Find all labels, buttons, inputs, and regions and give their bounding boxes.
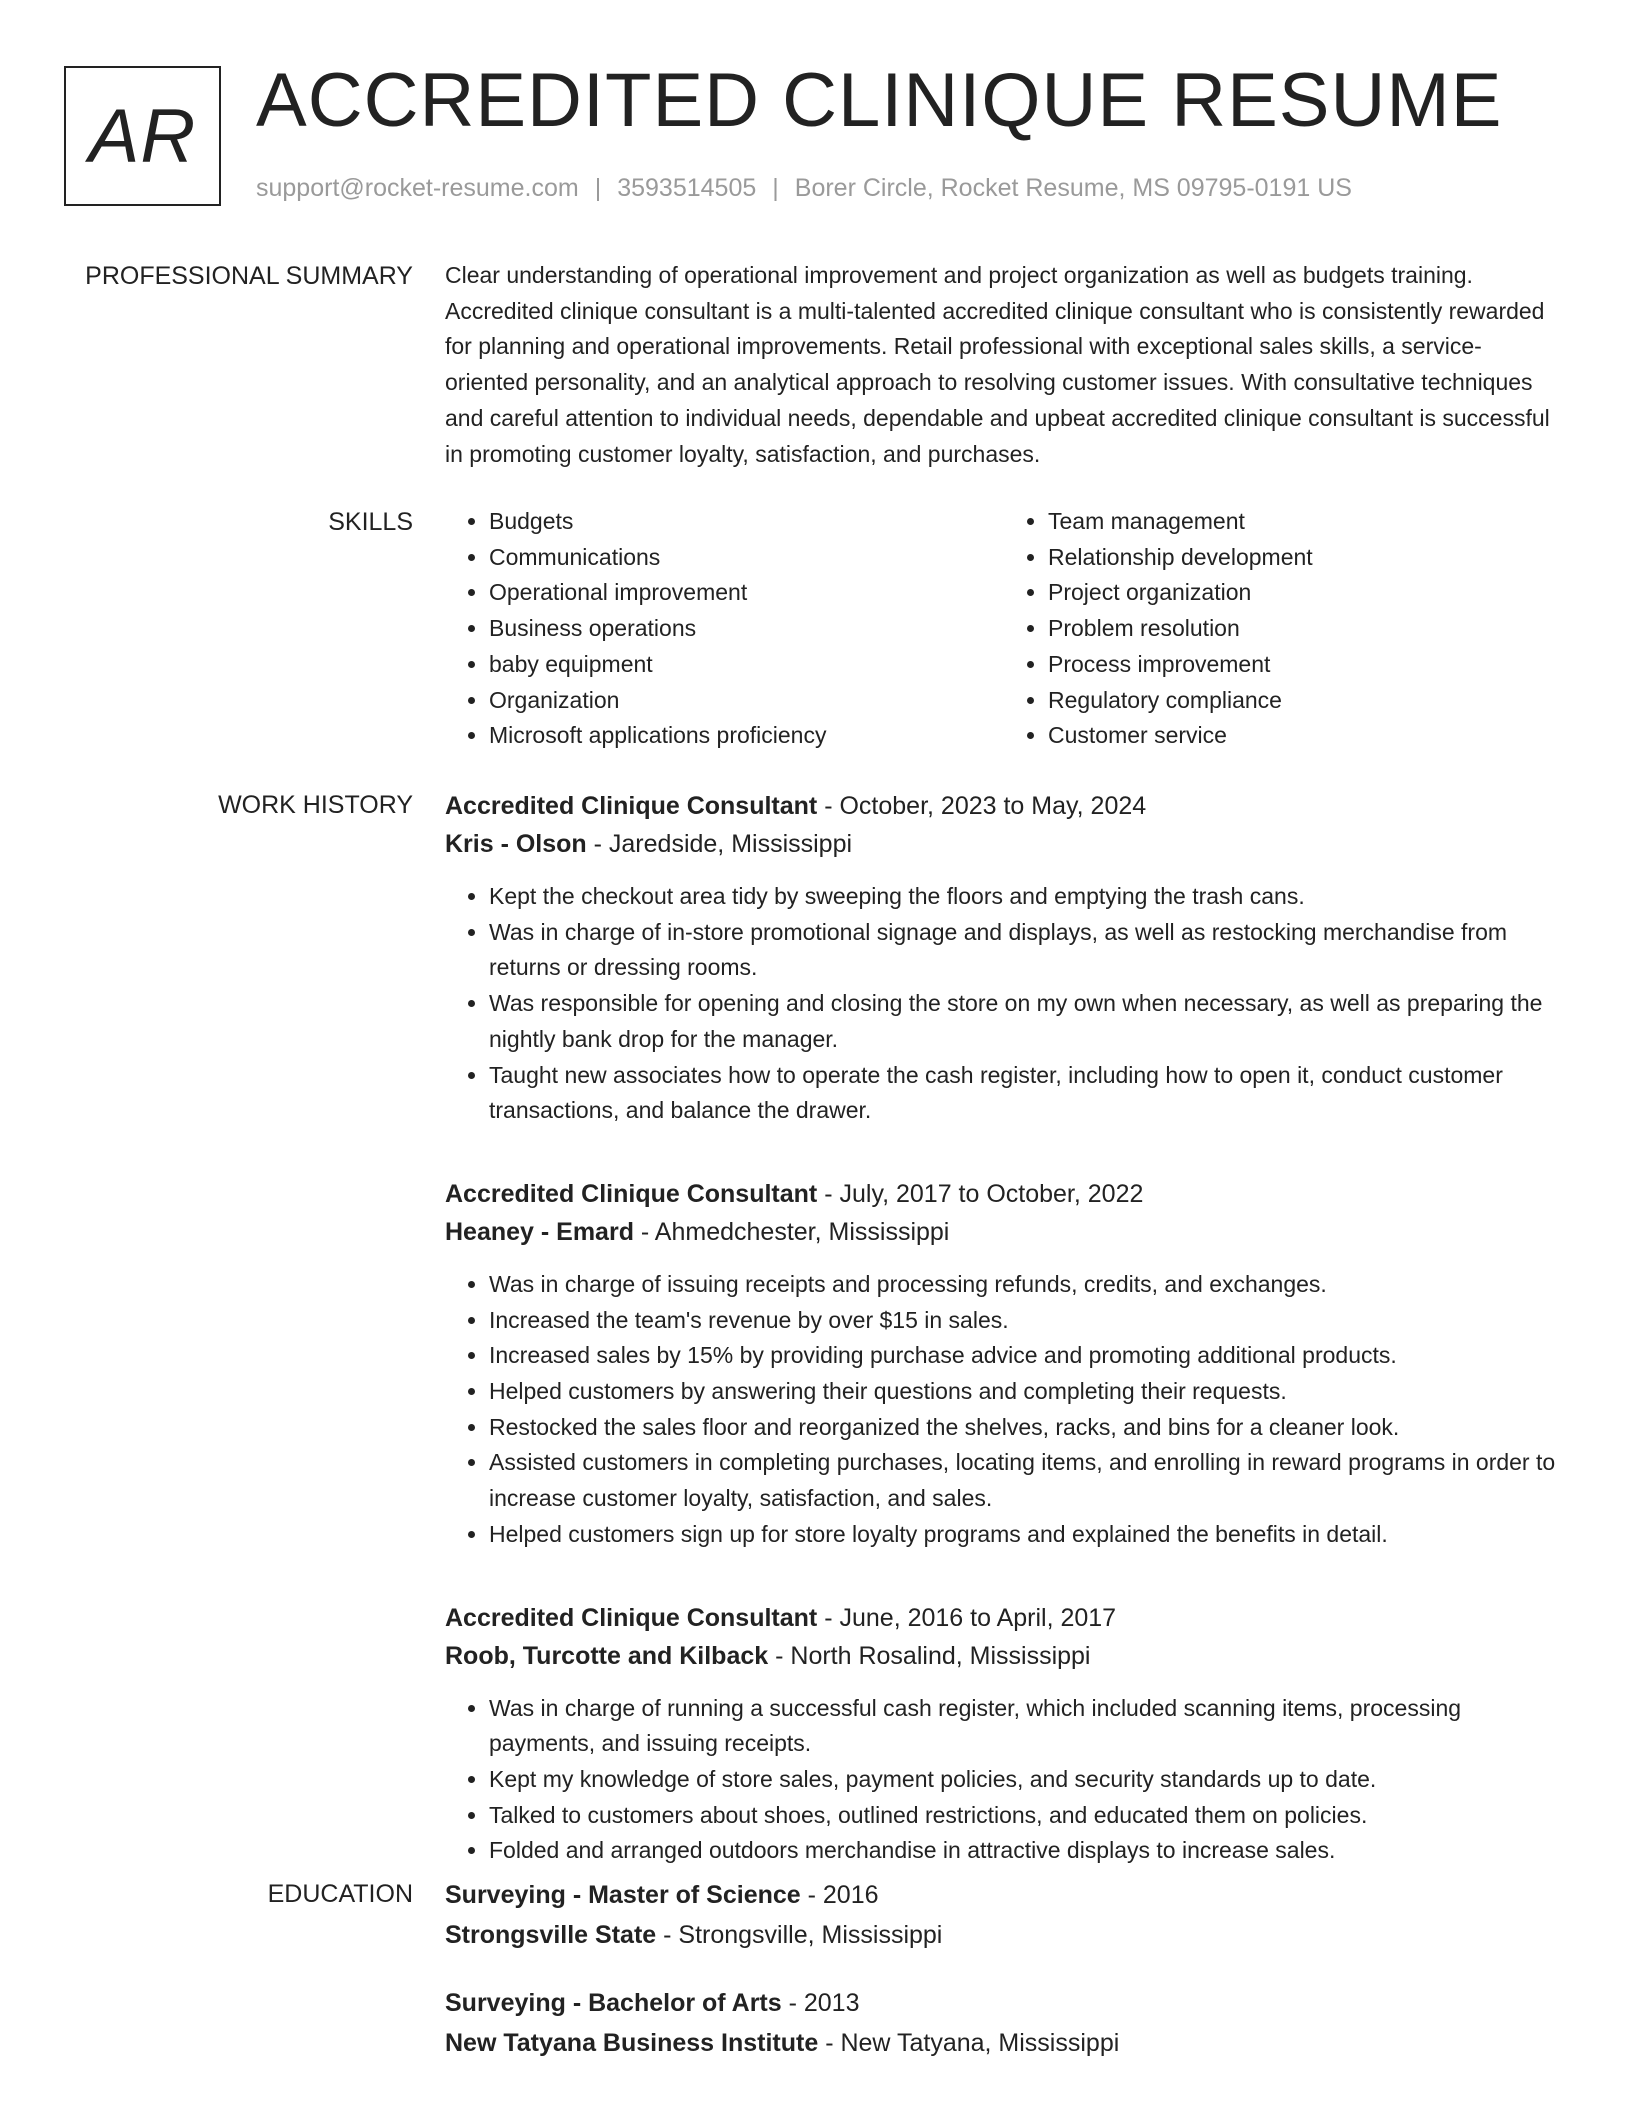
job-bullets	[445, 1691, 1563, 1870]
job-company-line	[445, 825, 1563, 863]
contact-phone: 3593514505	[617, 174, 757, 202]
skill-item: • Project organization	[1048, 575, 1563, 611]
job-title: Accredited Clinique Consultant	[445, 1603, 818, 1632]
job-bullet: • Increased sales by 15% by providing purchase advice and promoting additional products.	[489, 1338, 1563, 1374]
job-company: Roob, Turcotte and Kilback	[445, 1641, 769, 1670]
job-bullet: • Folded and arranged outdoors merchandise in attractive displays to increase sales.	[489, 1833, 1563, 1869]
skill-item: • Problem resolution	[1048, 611, 1563, 647]
job-dates: - July, 2017 to October, 2022	[817, 1179, 1144, 1208]
job-bullet: • Restocked the sales floor and reorganized the shelves, racks, and bins for a cleaner look.	[489, 1410, 1563, 1446]
monogram-initials: AR	[64, 66, 221, 206]
degree-line	[445, 1876, 1563, 1914]
resume-title: ACCREDITED CLINIQUE RESUME	[256, 58, 1503, 143]
school: Strongsville State	[445, 1921, 657, 1949]
degree-year: - 2013	[781, 1989, 860, 2017]
skill-item: • Budgets	[489, 504, 1004, 540]
degree-line	[445, 1984, 1563, 2022]
skill-item: • Communications	[489, 540, 1004, 576]
job-location: - Jaredside, Mississippi	[586, 830, 853, 858]
school-location: - Strongsville, Mississippi	[656, 1921, 943, 1949]
job-bullet: • Assisted customers in completing purchases, locating items, and enrolling in reward programs in order to increase customer loyalty, satisfaction, and sales.	[489, 1445, 1563, 1516]
contact-line	[256, 174, 1352, 203]
job-entry	[445, 787, 1563, 1129]
job-bullet: • Talked to customers about shoes, outlined restrictions, and educated them on policies.	[489, 1798, 1563, 1834]
education-label: EDUCATION	[267, 1880, 413, 1908]
job-location: - North Rosalind, Mississippi	[768, 1641, 1091, 1670]
degree: Surveying - Bachelor of Arts	[445, 1989, 782, 2017]
job-bullet: • Kept the checkout area tidy by sweeping the floors and emptying the trash cans.	[489, 879, 1563, 915]
job-company-line	[445, 1637, 1563, 1675]
job-entry	[445, 1175, 1563, 1553]
job-title: Accredited Clinique Consultant	[445, 1179, 818, 1208]
education-entry	[445, 1984, 1563, 2062]
job-dates: - October, 2023 to May, 2024	[817, 792, 1147, 820]
job-bullet: • Was in charge of running a successful cash register, which included scanning items, processing payments, and issuing receipts.	[489, 1691, 1563, 1762]
skill-item: • Operational improvement	[489, 575, 1004, 611]
job-title-line	[445, 1175, 1563, 1213]
contact-separator: |	[772, 174, 779, 202]
job-bullet: • Kept my knowledge of store sales, payment policies, and security standards up to date.	[489, 1762, 1563, 1798]
job-company: Kris - Olson	[445, 830, 587, 858]
job-bullet: • Taught new associates how to operate the cash register, including how to open it, conduct customer transactions, and balance the drawer.	[489, 1058, 1563, 1129]
skill-item: • Process improvement	[1048, 647, 1563, 683]
job-bullets	[445, 879, 1563, 1129]
job-bullet: • Was in charge of in-store promotional signage and displays, as well as restocking merchandise from returns or dressing rooms.	[489, 915, 1563, 986]
job-dates: - June, 2016 to April, 2017	[817, 1603, 1117, 1632]
job-bullet: • Was responsible for opening and closing the store on my own when necessary, as well as preparing the nightly bank drop for the manager.	[489, 986, 1563, 1057]
school-line	[445, 1916, 1563, 1954]
contact-address: Borer Circle, Rocket Resume, MS 09795-0191 US	[794, 174, 1352, 202]
skill-item: • Regulatory compliance	[1048, 683, 1563, 719]
skill-item: • Relationship development	[1048, 540, 1563, 576]
jobs-list	[445, 787, 1563, 1915]
skill-item: • Microsoft applications proficiency	[489, 718, 1004, 754]
work-history-label: WORK HISTORY	[218, 791, 413, 819]
job-company-line	[445, 1213, 1563, 1251]
skills-list-left	[445, 504, 1004, 754]
job-title-line	[445, 787, 1563, 825]
job-title-line	[445, 1599, 1563, 1637]
job-title: Accredited Clinique Consultant	[445, 792, 818, 820]
summary-label: PROFESSIONAL SUMMARY	[85, 262, 413, 290]
job-bullet: • Helped customers by answering their questions and completing their requests.	[489, 1374, 1563, 1410]
skill-item: • Organization	[489, 683, 1004, 719]
skill-item: • Customer service	[1048, 718, 1563, 754]
contact-separator: |	[594, 174, 602, 202]
skill-item: • Team management	[1048, 504, 1563, 540]
skills-label: SKILLS	[328, 508, 413, 536]
skill-item: • Business operations	[489, 611, 1004, 647]
degree: Surveying - Master of Science	[445, 1881, 801, 1909]
degree-year: - 2016	[800, 1881, 879, 1909]
job-bullet: • Was in charge of issuing receipts and processing refunds, credits, and exchanges.	[489, 1267, 1563, 1303]
job-bullet: • Increased the team's revenue by over $15 in sales.	[489, 1303, 1563, 1339]
education-list	[445, 1876, 1563, 2092]
job-bullet: • Helped customers sign up for store loyalty programs and explained the benefits in detail.	[489, 1517, 1563, 1553]
job-location: - Ahmedchester, Mississippi	[633, 1217, 950, 1246]
skill-item: • baby equipment	[489, 647, 1004, 683]
job-entry	[445, 1599, 1563, 1870]
contact-email: support@rocket-resume.com	[256, 174, 579, 202]
education-entry	[445, 1876, 1563, 1954]
school-line	[445, 2024, 1563, 2062]
job-company: Heaney - Emard	[445, 1217, 634, 1246]
skills-list-right	[1004, 504, 1563, 754]
summary-text: Clear understanding of operational improvement and project organization as well as budgets training. Accredited clinique consultant is a multi-talented accredited clinique consultant who is consistently rewarded for planning and operational improvements. Retail professional with exceptional sales skills, a service-oriented personality, and an analytical approach to resolving customer issues. With consultative techniques and careful attention to individual needs, dependable and upbeat accredited clinique consultant is successful in promoting customer loyalty, satisfaction, and purchases.	[445, 262, 1550, 467]
school-location: - New Tatyana, Mississippi	[818, 2029, 1120, 2057]
job-bullets	[445, 1267, 1563, 1553]
school: New Tatyana Business Institute	[445, 2029, 819, 2057]
